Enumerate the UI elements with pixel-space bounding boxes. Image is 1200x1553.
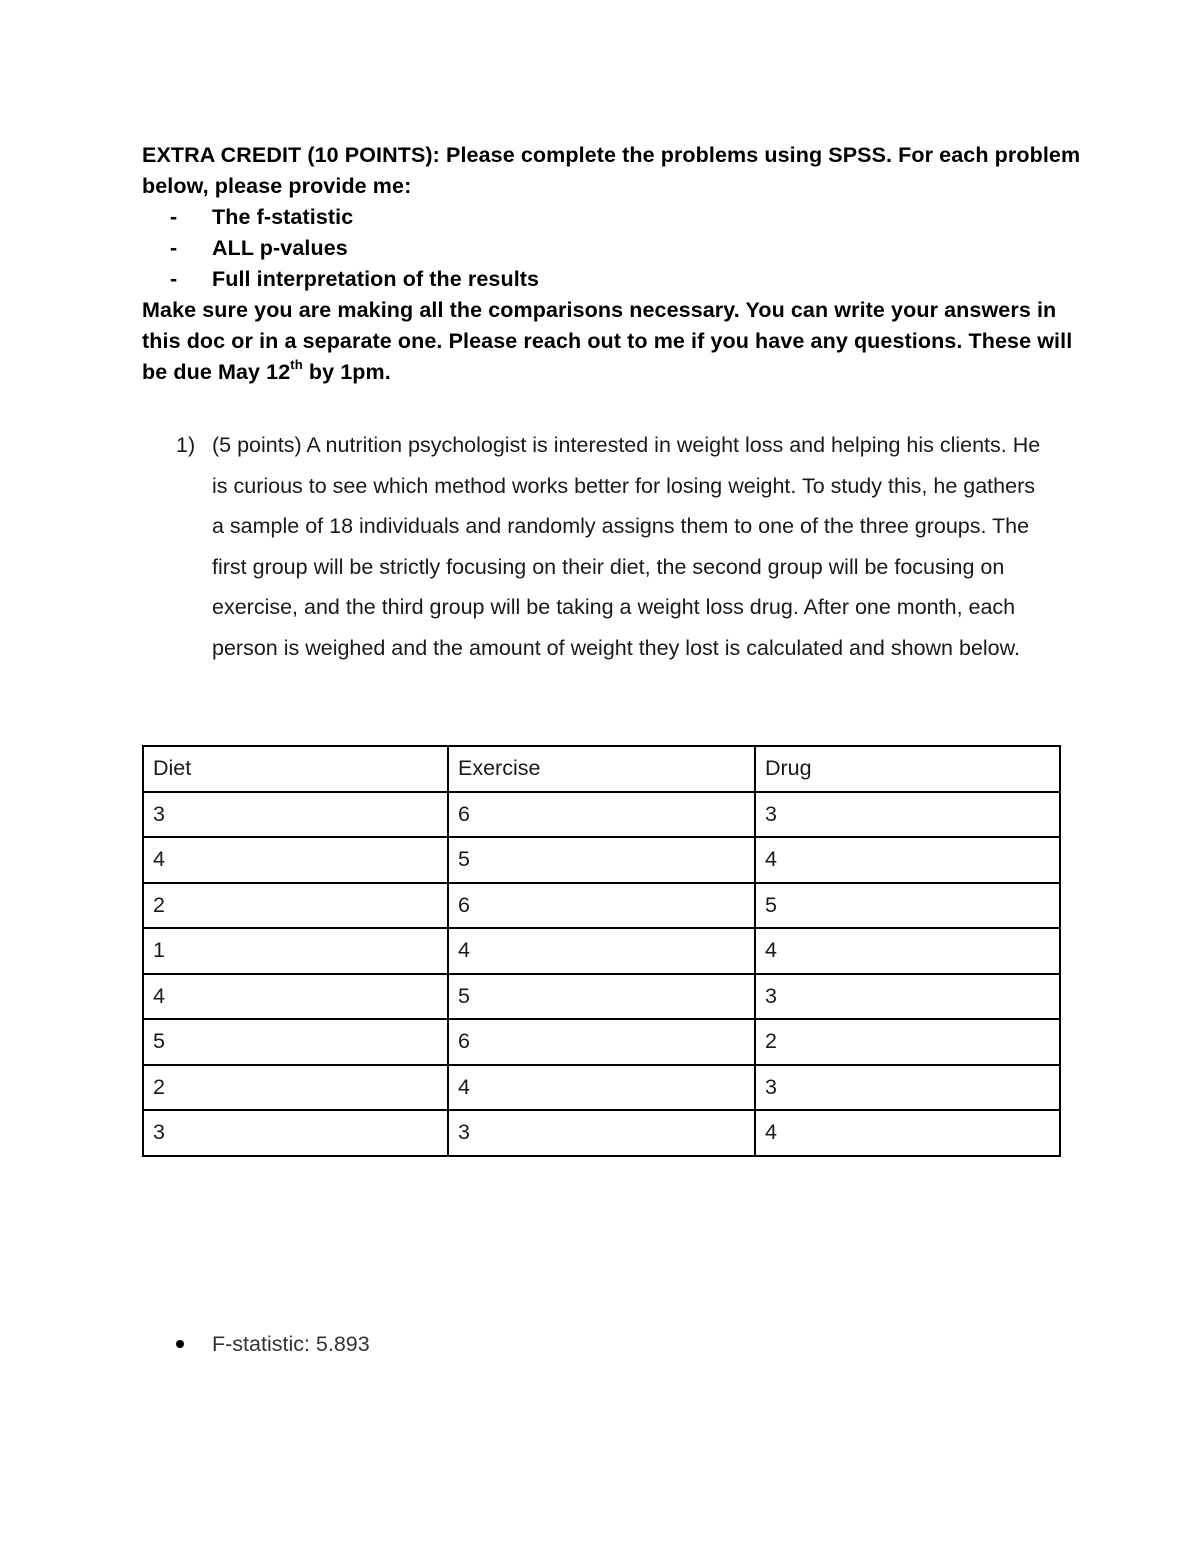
problem-number: 1) bbox=[176, 433, 196, 457]
table-cell: 5 bbox=[755, 883, 1060, 929]
table-cell: 4 bbox=[143, 837, 448, 883]
answer-item bbox=[142, 1326, 1082, 1362]
requirement-text: ALL p-values bbox=[212, 236, 348, 260]
dash-marker: - bbox=[170, 205, 178, 229]
table-cell: 4 bbox=[143, 974, 448, 1020]
table-row bbox=[143, 1019, 1060, 1065]
table-cell: 4 bbox=[448, 1065, 755, 1111]
ordinal-suffix: th bbox=[290, 356, 303, 372]
table-cell: 3 bbox=[143, 1110, 448, 1156]
table-row bbox=[143, 837, 1060, 883]
closing-deadline: by 1pm. bbox=[302, 360, 391, 384]
table-header-row bbox=[143, 746, 1060, 792]
table-cell: 2 bbox=[143, 1065, 448, 1111]
table-cell: 6 bbox=[448, 883, 755, 929]
table-cell: 3 bbox=[448, 1110, 755, 1156]
answers-list bbox=[142, 1326, 1082, 1362]
table-cell: 6 bbox=[448, 792, 755, 838]
header-cell-exercise: Exercise bbox=[448, 746, 755, 792]
assignment-instructions bbox=[142, 140, 1082, 388]
table-cell: 2 bbox=[143, 883, 448, 929]
answer-text: F-statistic: 5.893 bbox=[212, 1332, 370, 1356]
table-cell: 3 bbox=[143, 792, 448, 838]
problem-1 bbox=[142, 425, 1082, 669]
requirement-text: Full interpretation of the results bbox=[212, 267, 540, 291]
requirement-item bbox=[142, 264, 1082, 295]
table-cell: 4 bbox=[448, 928, 755, 974]
table-row bbox=[143, 1110, 1060, 1156]
table-row bbox=[143, 792, 1060, 838]
requirement-item bbox=[142, 202, 1082, 233]
closing-text: Make sure you are making all the comparisons necessary. You can write your answers in this doc or in a separate one. Please reach out to me if you have any questions. These will be due May 12 bbox=[142, 298, 1073, 384]
table-cell: 5 bbox=[448, 837, 755, 883]
table-cell: 5 bbox=[143, 1019, 448, 1065]
table-cell: 5 bbox=[448, 974, 755, 1020]
table-cell: 3 bbox=[755, 1065, 1060, 1111]
table-row bbox=[143, 974, 1060, 1020]
weight-loss-table bbox=[142, 745, 1061, 1157]
table-cell: 4 bbox=[755, 1110, 1060, 1156]
instructions-heading: EXTRA CREDIT (10 POINTS): Please complete the problems using SPSS. For each problem below, please provide me: bbox=[142, 143, 1081, 198]
table-cell: 4 bbox=[755, 837, 1060, 883]
instructions-closing bbox=[142, 295, 1082, 388]
requirements-list bbox=[142, 202, 1082, 295]
bullet-icon bbox=[176, 1340, 184, 1348]
header-cell-drug: Drug bbox=[755, 746, 1060, 792]
table-row bbox=[143, 883, 1060, 929]
table-cell: 2 bbox=[755, 1019, 1060, 1065]
table-cell: 1 bbox=[143, 928, 448, 974]
table-cell: 3 bbox=[755, 792, 1060, 838]
table-cell: 6 bbox=[448, 1019, 755, 1065]
dash-marker: - bbox=[170, 267, 178, 291]
requirement-text: The f-statistic bbox=[212, 205, 354, 229]
header-cell-diet: Diet bbox=[143, 746, 448, 792]
requirement-item bbox=[142, 233, 1082, 264]
dash-marker: - bbox=[170, 236, 178, 260]
table-row bbox=[143, 1065, 1060, 1111]
table-cell: 4 bbox=[755, 928, 1060, 974]
table-row bbox=[143, 928, 1060, 974]
problem-text: (5 points) A nutrition psychologist is interested in weight loss and helping his clients. He is curious to see which method works better for losing weight. To study this, he gathers a sample of 18 individuals and randomly assigns them to one of the three groups. The first group will be strictly focusing on their diet, the second group will be focusing on exercise, and the third group will be taking a weight loss drug. After one month, each person is weighed and the amount of weight they lost is calculated and shown below. bbox=[212, 433, 1041, 660]
table-cell: 3 bbox=[755, 974, 1060, 1020]
